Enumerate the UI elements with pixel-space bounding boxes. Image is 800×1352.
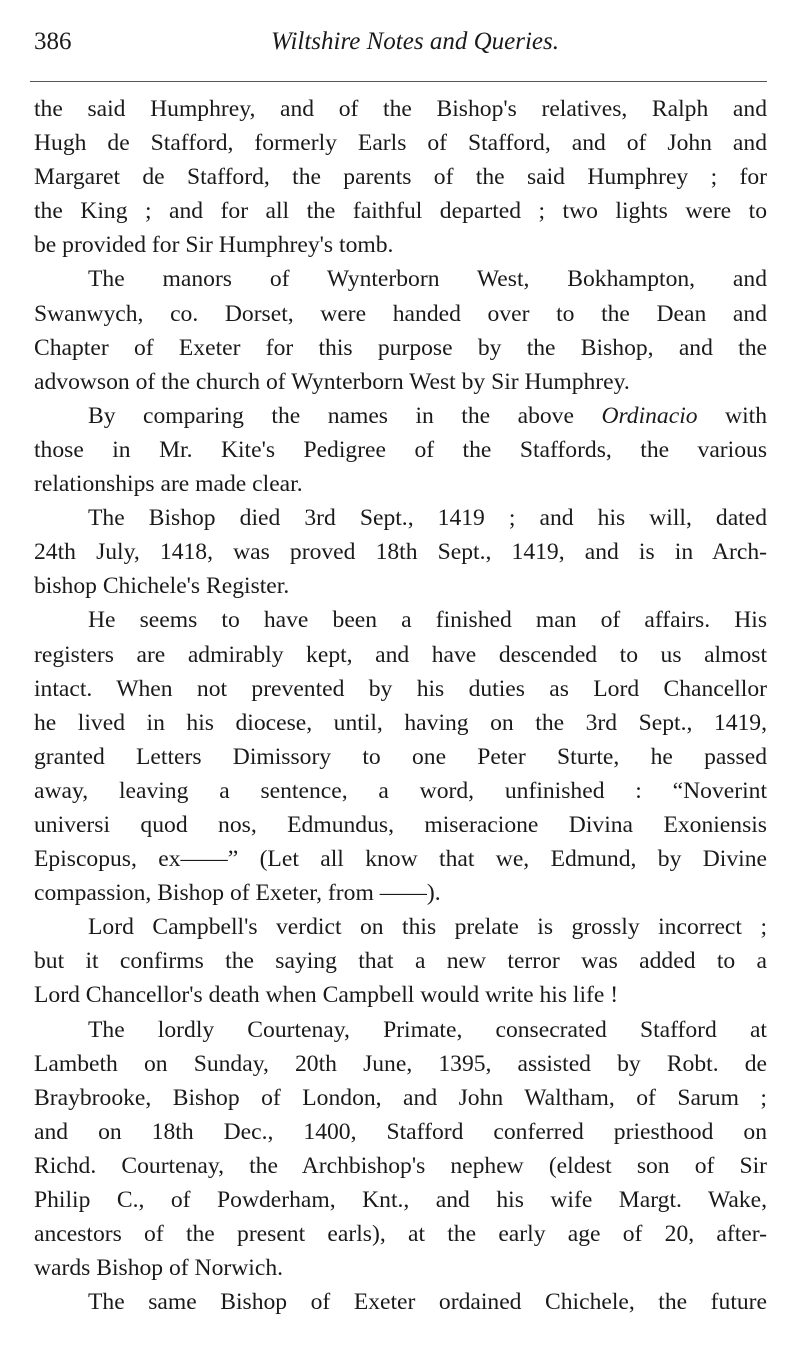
header-rule [30, 81, 767, 82]
text-line: those in Mr. Kite's Pedigree of the Staffords, the various [34, 436, 767, 463]
paragraph [34, 262, 767, 398]
text-line: Lambeth on Sunday, 20th June, 1395, assisted by Robt. de [34, 1050, 767, 1077]
text-line: Chapter of Exeter for this purpose by the Bishop, and the [34, 334, 767, 361]
text-line: intact. When not prevented by his duties as Lord Chancellor [34, 675, 767, 702]
text-line: 24th July, 1418, was proved 18th Sept., 1419, and is in Arch- [34, 539, 767, 566]
paragraph [34, 603, 767, 910]
paragraph [34, 910, 767, 1012]
text-line: The lordly Courtenay, Primate, consecrated Stafford at [88, 1016, 767, 1043]
text-line: Hugh de Stafford, formerly Earls of Stafford, and of John and [34, 130, 767, 157]
text-line: and on 18th Dec., 1400, Stafford conferred priesthood on [34, 1118, 767, 1145]
text-line: Lord Chancellor's death when Campbell would write his life ! [34, 982, 619, 1009]
text-line: The manors of Wynterborn West, Bokhampton, and [88, 266, 767, 293]
text-line: ancestors of the present earls), at the early age of 20, after- [34, 1221, 767, 1248]
text-line: Episcopus, ex——” (Let all know that we, Edmund, by Divine [34, 846, 767, 873]
text-line: registers are admirably kept, and have descended to us almost [34, 641, 767, 668]
text-line: granted Letters Dimissory to one Peter Sturte, he passed [34, 743, 767, 770]
paragraph [34, 399, 767, 501]
text-line: wards Bishop of Norwich. [34, 1255, 284, 1282]
text-line: The same Bishop of Exeter ordained Chichele, the future [88, 1289, 767, 1316]
text-line: Philip C., of Powderham, Knt., and his wife Margt. Wake, [34, 1187, 767, 1213]
paragraph [34, 92, 767, 262]
text-line: By comparing the names in the above Ordinacio with [88, 402, 767, 429]
text-line: universi quod nos, Edmundus, miseracione Divina Exoniensis [34, 811, 767, 838]
text-line: Swanwych, co. Dorset, were handed over to the Dean and [34, 300, 767, 327]
text-line: Lord Campbell's verdict on this prelate is grossly incorrect ; [88, 914, 767, 941]
text-line: but it confirms the saying that a new terror was added to a [34, 948, 767, 975]
text-line: he lived in his diocese, until, having on the 3rd Sept., 1419, [34, 709, 767, 736]
text-line: compassion, Bishop of Exeter, from ——). [34, 880, 441, 907]
text-line: advowson of the church of Wynterborn West by Sir Humphrey. [34, 368, 630, 395]
text-line: Braybrooke, Bishop of London, and John Waltham, of Sarum ; [34, 1084, 767, 1111]
running-head [34, 22, 766, 62]
italic-term: Ordinacio [601, 402, 698, 429]
text-line: Richd. Courtenay, the Archbishop's nephew (eldest son of Sir [34, 1152, 767, 1179]
text-line: the King ; and for all the faithful departed ; two lights were to [34, 198, 767, 225]
text-line: He seems to have been a finished man of affairs. His [88, 607, 767, 634]
text-line: The Bishop died 3rd Sept., 1419 ; and his will, dated [88, 505, 767, 532]
paragraph [34, 1285, 767, 1319]
text-line: away, leaving a sentence, a word, unfinished : “Noverint [34, 777, 767, 804]
running-title: Wiltshire Notes and Queries. [271, 28, 559, 55]
page-number: 386 [34, 28, 72, 55]
body-text [34, 92, 767, 1319]
text-line: Margaret de Stafford, the parents of the said Humphrey ; for [34, 164, 767, 191]
text-line: relationships are made clear. [34, 471, 303, 498]
text-line: bishop Chichele's Register. [34, 573, 290, 600]
paragraph [34, 1013, 767, 1286]
paragraph [34, 501, 767, 603]
text-line: the said Humphrey, and of the Bishop's relatives, Ralph and [34, 96, 767, 122]
text-line: be provided for Sir Humphrey's tomb. [34, 232, 394, 259]
